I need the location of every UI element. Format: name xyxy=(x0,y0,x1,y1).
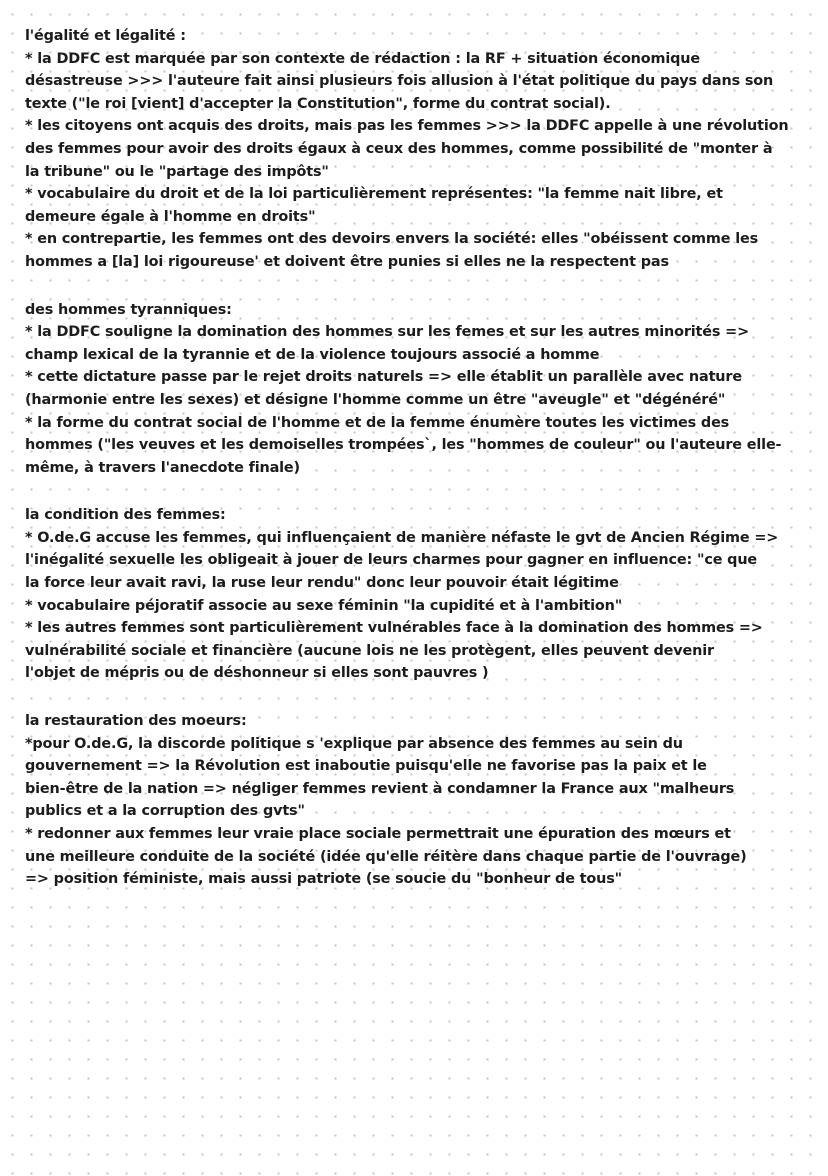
note-line: * la DDFC est marquée par son contexte de rédaction : la RF + situation économique xyxy=(25,50,700,67)
note-line: (harmonie entre les sexes) et désigne l'homme comme un être "aveugle" et "dégénéré" xyxy=(25,391,726,408)
note-line: * O.de.G accuse les femmes, qui influençaient de manière néfaste le gvt de Ancien Régime => xyxy=(25,529,779,546)
section-hommes-tyranniques xyxy=(25,299,815,480)
section-restauration-moeurs xyxy=(25,710,815,891)
note-line: vulnérabilité sociale et financière (aucune lois ne les protègent, elles peuvent devenir xyxy=(25,642,714,659)
section-heading: la condition des femmes: xyxy=(25,507,226,524)
note-line: * vocabulaire péjoratif associe au sexe féminin "la cupidité et à l'ambition" xyxy=(25,597,623,614)
note-line: désastreuse >>> l'auteure fait ainsi plusieurs fois allusion à l'état politique du pays dans son xyxy=(25,73,774,90)
section-heading: l'égalité et légalité : xyxy=(25,28,186,44)
note-line: des femmes pour avoir des droits égaux à ceux des hommes, comme possibilité de "monter à xyxy=(25,140,773,157)
note-line: une meilleure conduite de la société (idée qu'elle réitère dans chaque partie de l'ouvrage) xyxy=(25,848,747,865)
note-line: * redonner aux femmes leur vraie place sociale permettrait une épuration des mœurs et xyxy=(25,826,731,842)
note-line: * les citoyens ont acquis des droits, mais pas les femmes >>> la DDFC appelle à une révolution xyxy=(25,118,789,135)
section-heading: des hommes tyranniques: xyxy=(25,301,232,318)
handwritten-notes-page xyxy=(25,25,815,916)
note-line: champ lexical de la tyrannie et de la violence toujours associé a homme xyxy=(25,346,600,363)
section-condition-femmes xyxy=(25,504,815,685)
note-line: => position féministe, mais aussi patriote (se soucie du "bonheur de tous" xyxy=(25,871,623,888)
note-line: bien-être de la nation => négliger femmes revient à condamner la France aux "malheurs xyxy=(25,780,735,797)
note-line: texte ("le roi [vient] d'accepter la Constitution", forme du contrat social). xyxy=(25,95,611,112)
note-line: même, à travers l'anecdote finale) xyxy=(25,459,300,476)
note-line: * cette dictature passe par le rejet droits naturels => elle établit un parallèle avec nature xyxy=(25,369,742,386)
note-line: demeure égale à l'homme en droits" xyxy=(25,208,316,225)
note-line: la force leur avait ravi, la ruse leur rendu" donc leur pouvoir était légitime xyxy=(25,575,619,592)
note-line: publics et a la corruption des gvts" xyxy=(25,803,305,820)
note-line: l'inégalité sexuelle les obligeait à jouer de leurs charmes pour gagner en influence: "ce que xyxy=(25,552,758,569)
note-line: * en contrepartie, les femmes ont des devoirs envers la société: elles "obéissent comme les xyxy=(25,231,759,248)
note-line: * la forme du contrat social de l'homme et de la femme énumère toutes les victimes des xyxy=(25,414,730,431)
note-line: *pour O.de.G, la discorde politique s 'explique par absence des femmes au sein du xyxy=(25,735,683,752)
section-egalite-legalite xyxy=(25,25,815,274)
note-line: hommes ("les veuves et les demoiselles trompées`, les "hommes de couleur" ou l'auteure elle- xyxy=(25,437,782,454)
note-line: * les autres femmes sont particulièrement vulnérables face à la domination des hommes => xyxy=(25,620,763,637)
note-line: hommes a [la] loi rigoureuse' et doivent être punies si elles ne la respectent pas xyxy=(25,253,669,270)
note-line: * la DDFC souligne la domination des hommes sur les femes et sur les autres minorités => xyxy=(25,324,749,341)
section-heading: la restauration des moeurs: xyxy=(25,713,247,730)
note-line: * vocabulaire du droit et de la loi particulièrement représentes: "la femme nait libre, et xyxy=(25,186,723,203)
note-line: l'objet de mépris ou de déshonneur si elles sont pauvres ) xyxy=(25,665,489,682)
note-line: la tribune" ou le "partage des impôts" xyxy=(25,163,329,180)
note-line: gouvernement => la Révolution est inaboutie puisqu'elle ne favorise pas la paix et le xyxy=(25,758,707,775)
